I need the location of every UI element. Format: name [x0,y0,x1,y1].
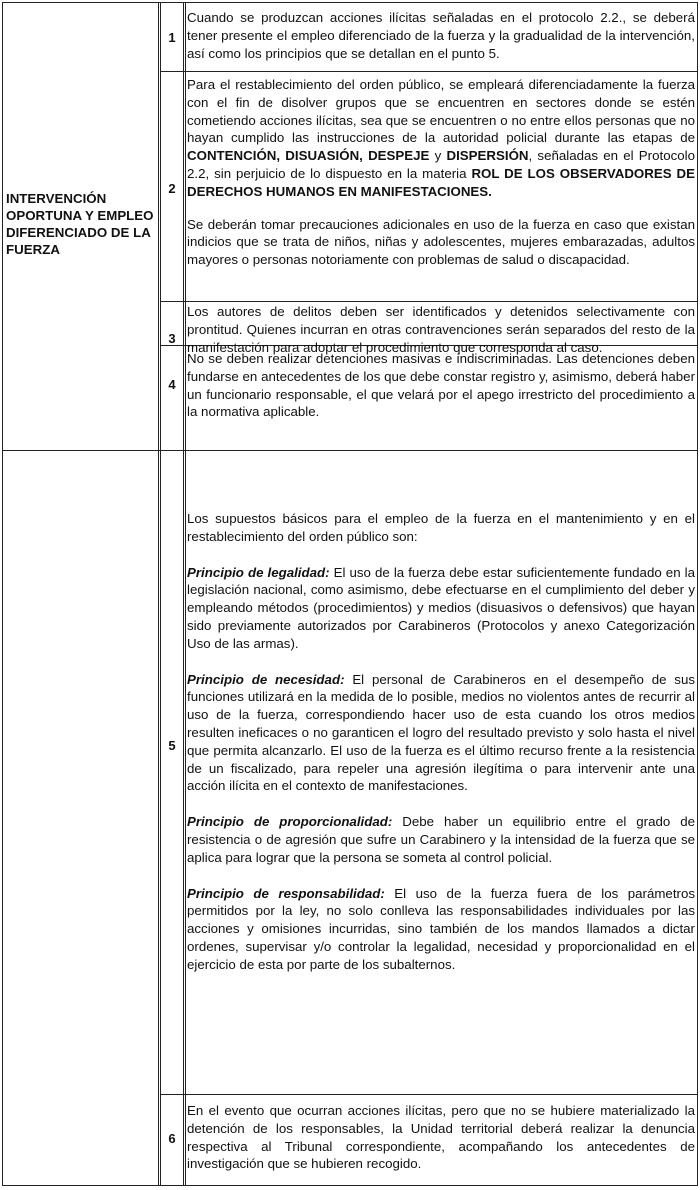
principle-proportionality [187,813,695,866]
table-border-left [2,2,3,1186]
row-number: 5 [168,738,176,753]
row-text [187,1102,695,1173]
row-text [187,350,695,421]
row-number: 2 [168,181,176,196]
table-border-right [697,2,698,1186]
principle-title: Principio de necesidad: [187,671,345,687]
principle-legality [187,564,695,653]
row-text [187,303,695,356]
principles-intro: Los supuestos básicos para el empleo de la fuerza en el mantenimiento y en el restablecimiento del orden público son: [187,511,695,544]
text-run: , señaladas en el Protocolo 2.2, sin perjuicio de lo dispuesto en la materia [187,148,695,181]
row-number: 3 [168,331,176,346]
principle-title: Principio de proporcionalidad: [187,814,393,830]
principle-text: El personal de Carabineros en el desempeño de sus funciones utilizará en la medida de lo posible, medios no violentos antes de recurrir al uso de la fuerza, correspondiendo hacer uso de esta cuando los otros medios resulten ineficaces o no garanticen el logro del resultado previsto y solo hasta el nivel que permita alcanzarlo. El uso de la fuerza es el último recurso frente a la resistencia de un fiscalizado, para repeler una agresión ilegítima o para intervenir ante una acción ilícita en el contexto de manifestaciones. [187,671,695,794]
text-run: y [429,148,447,164]
principle-title: Principio de responsabilidad: [187,885,385,901]
row-paragraph [187,76,695,201]
emphasis-stages: CONTENCIÓN, DISUASIÓN, DESPEJE [187,148,430,164]
label-column-divider [158,2,161,1186]
text-run: Para el restablecimiento del orden público, se empleará diferenciadamente la fuerza con el fin de disolver grupos que se encuentren en sectores donde se estén cometiendo acciones ilícitas, sea que se encuentren o no entre ellos personas que no hayan cumplido las instrucciones de la autoridad policial durante las etapas de [187,77,695,146]
row-number: 4 [168,377,176,392]
row-text [187,76,695,269]
row-divider-1-2 [160,71,698,72]
row-number: 1 [168,30,176,45]
section-divider [2,450,698,451]
principle-text: El uso de la fuerza debe estar suficientemente fundado en la legislación nacional, como asimismo, debe efectuarse en el cumplimiento del deber y empleando métodos (procedimientos) y medios (disuasivos o defensivos) que hayan sido previamente autorizados por Carabineros (Protocolos y anexo Categorización Uso de las armas). [187,564,695,651]
row-number: 6 [168,1131,176,1146]
row-paragraph: En el evento que ocurran acciones ilícitas, pero que no se hubiere materializado la detención de los responsables, la Unidad territorial deberá realizar la denuncia respectiva al Tribunal correspondiente, acompañando los antecedentes de investigación que se hubieren recogido. [187,1103,695,1172]
table-border-bottom [2,1185,698,1186]
row-divider-5-6 [160,1094,698,1095]
emphasis-observers-role: ROL DE LOS OBSERVADORES DE DERECHOS HUMANOS EN MANIFESTACIONES. [187,165,695,199]
row-paragraph: No se deben realizar detenciones masivas e indiscriminadas. Las detenciones deben fundarse en antecedentes de los que debe constar registro y, asimismo, deberá haber un funcionario responsable, el que velará por el apego irrestricto del procedimiento a la normativa aplicable. [187,351,695,420]
row-text [187,9,695,62]
principle-text: Debe haber un equilibrio entre el grado de resistencia o de agresión que sufre un Carabinero y la intensidad de la fuerza que se aplica para lograr que la persona se someta al control policial. [187,814,695,865]
number-column-divider [183,2,186,1186]
emphasis-dispersion: DISPERSIÓN [446,148,529,164]
section-label: INTERVENCIÓN OPORTUNA Y EMPLEO DIFERENCIADO DE LA FUERZA [6,191,154,257]
principle-title: Principio de legalidad: [187,564,330,580]
principle-text: El uso de la fuerza fuera de los parámetros permitidos por la ley, no solo conlleva las responsabilidades individuales por las acciones y omisiones incurridas, sino también de los mandos llamados a dictar ordenes, supervisar y/o controlar la legalidad, necesidad y proporcionalidad en el ejercicio de esta por parte de los subalternos. [187,885,695,972]
table-border-top [2,2,698,3]
row-divider-2-3 [160,301,698,302]
row-paragraph: Cuando se produzcan acciones ilícitas señaladas en el protocolo 2.2., se deberá tener presente el empleo diferenciado de la fuerza y la gradualidad de la intervención, así como los principios que se detallan en el punto 5. [187,10,695,61]
row-paragraph: Los autores de delitos deben ser identificados y detenidos selectivamente con prontitud. Quienes incurran en otras contravenciones serán separados del resto de la manifestación para adoptar el procedimiento que corresponda al caso. [187,304,695,355]
principle-necessity [187,671,695,796]
principle-responsibility [187,885,695,974]
row-text [187,510,695,974]
row-paragraph: Se deberán tomar precauciones adicionales en uso de la fuerza en caso que existan indicios que se trata de niños, niñas y adolescentes, mujeres embarazadas, adultos mayores o personas notoriamente con problemas de salud o discapacidad. [187,216,695,268]
